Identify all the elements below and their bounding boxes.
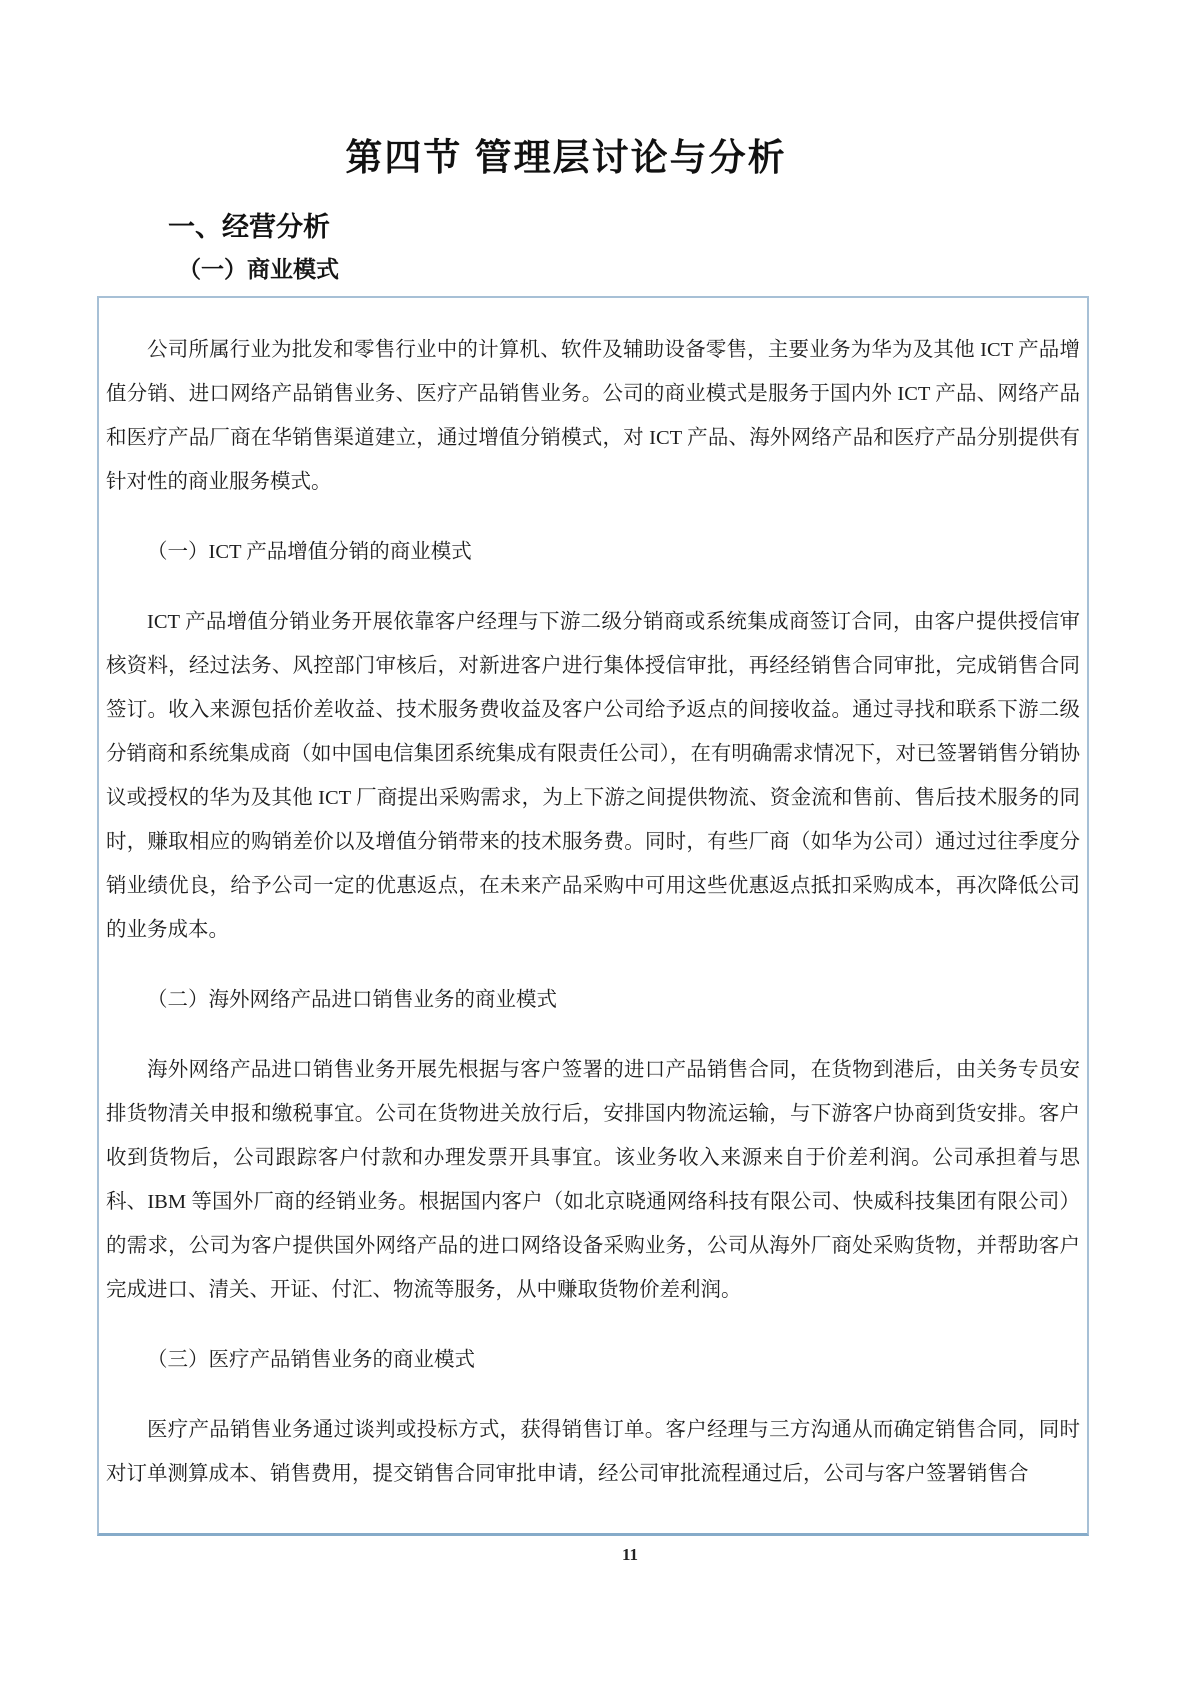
paragraph-ict-distribution: ICT 产品增值分销业务开展依靠客户经理与下游二级分销商或系统集成商签订合同，由客户提供授信审核资料，经过法务、风控部门审核后，对新进客户进行集体授信审批，再经经销售合同审批，完成销售合同签订。收入来源包括价差收益、技术服务费收益及客户公司给予返点的间接收益。通过寻找和联系下游二级分销商和系统集成商（如中国电信集团系统集成有限责任公司），在有明确需求情况下，对已签署销售分销协议或授权的华为及其他 ICT 厂商提出采购需求，为上下游之间提供物流、资金流和售前、售后技术服务的同时，赚取相应的购销差价以及增值分销带来的技术服务费。同时，有些厂商（如华为公司）通过过往季度分销业绩优良，给予公司一定的优惠返点，在未来产品采购中可用这些优惠返点抵扣采购成本，再次降低公司的业务成本。 [106,610,1080,941]
page-number: 11 [621,1544,639,1564]
subsection-heading-business-model: （一）商业模式 [178,257,339,283]
paragraph-medical-sales: 医疗产品销售业务通过谈判或投标方式，获得销售订单。客户经理与三方沟通从而确定销售合同，同时对订单测算成本、销售费用，提交销售合同审批申请，经公司审批流程通过后，公司与客户签署销售合 [106,1418,1080,1485]
paragraph-overseas-import: 海外网络产品进口销售业务开展先根据与客户签署的进口产品销售合同，在货物到港后，由关务专员安排货物清关申报和缴税事宜。公司在货物进关放行后，安排国内物流运输，与下游客户协商到货安排。客户收到货物后，公司跟踪客户付款和办理发票开具事宜。该业务收入来源来自于价差利润。公司承担着与思科、IBM 等国外厂商的经销业务。根据国内客户（如北京晓通网络科技有限公司、快威科技集团有限公司）的需求，公司为客户提供国外网络产品的进口网络设备采购业务，公司从海外厂商处采购货物，并帮助客户完成进口、清关、开证、付汇、物流等服务，从中赚取货物价差利润。 [106,1058,1080,1301]
page-title: 第四节 管理层讨论与分析 [345,137,787,178]
subheading-medical-sales: （三）医疗产品销售业务的商业模式 [147,1348,475,1371]
content-box [97,296,1089,1536]
section-heading-operating-analysis: 一、经营分析 [168,212,330,243]
subheading-overseas-import: （二）海外网络产品进口销售业务的商业模式 [147,988,557,1011]
subheading-ict-distribution: （一）ICT 产品增值分销的商业模式 [147,540,472,563]
paragraph-overview: 公司所属行业为批发和零售行业中的计算机、软件及辅助设备零售，主要业务为华为及其他 ICT 产品增值分销、进口网络产品销售业务、医疗产品销售业务。公司的商业模式是服务于国内外 ICT 产品、网络产品和医疗产品厂商在华销售渠道建立，通过增值分销模式，对 ICT 产品、海外网络产品和医疗产品分别提供有针对性的商业服务模式。 [106,338,1080,493]
